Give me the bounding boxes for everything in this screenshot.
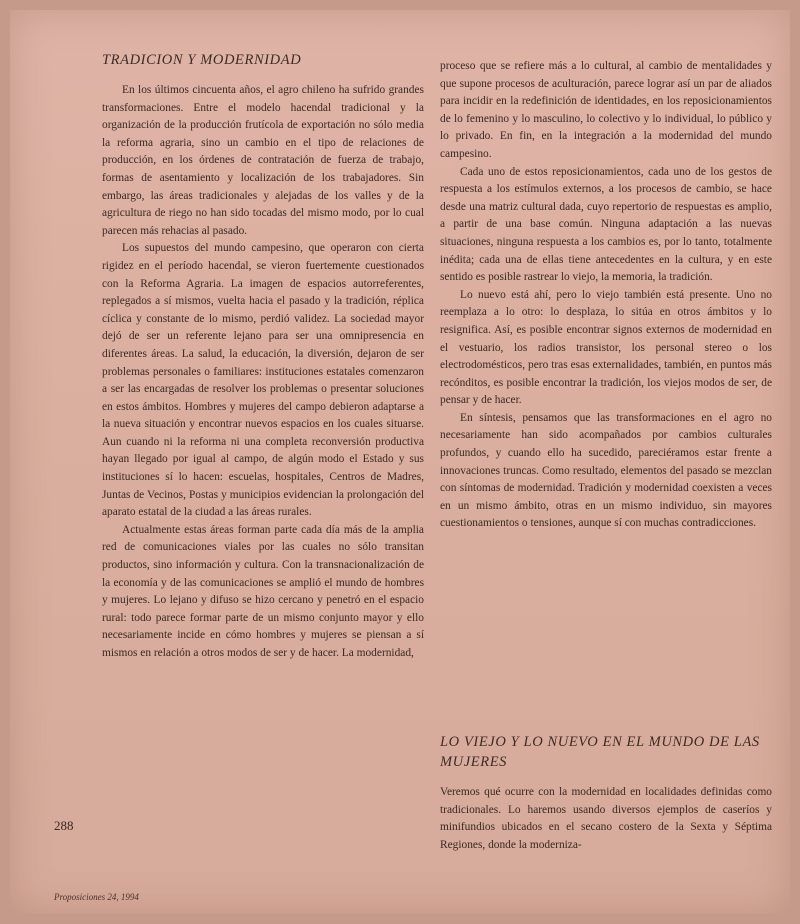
paragraph: Lo nuevo está ahí, pero lo viejo también está presente. Uno no reemplaza a lo otro: lo desplaza, lo sitúa en otros ámbitos y lo resignifica. Así, es posible encontrar signos externos de modernidad en el vestuario, los radios transistor, los personal stereo o los electrodomésticos, pero tras esas externalidades, también, en puntos más recónditos, es posible encontrar la tradición, los viejos modos de ser, de pensar y de hacer. — [440, 288, 772, 407]
journal-footer: Proposiciones 24, 1994 — [54, 892, 139, 902]
paragraph: proceso que se refiere más a lo cultural, al cambio de mentalidades y que supone procesos de aculturación, parece lograr así un par de aliados para incidir en la redefinición de identidades, en los reposicionamientos de lo femenino y lo masculino, lo colectivo y lo individual, lo público y lo privado. En fin, en la integración a la modernidad del mundo campesino. — [440, 60, 772, 160]
paragraph: Actualmente estas áreas forman parte cada día más de la amplia red de comunicaciones viales por las cuales no sólo transitan productos, sino información y cultura. Con la transnacionalización de la economía y de las comunicaciones se amplió el mundo de hombres y mujeres. Lo lejano y difuso se hizo cercano y penetró en el espacio rural: todo parece formar parte de un mismo conjunto mayor y ello necesariamente incide en cómo hombres y mujeres se piensan a sí mismos en relación a otros modos de ser y de hacer. La modernidad, — [102, 523, 424, 659]
right-column-body — [440, 58, 772, 533]
paragraph: En síntesis, pensamos que las transformaciones en el agro no necesariamente han sido acompañados por cambios culturales profundos, y cuando ello ha sucedido, pareciéramos estar frente a innovaciones truncas. Como resultado, elementos del pasado se mezclan con síntomas de modernidad. Tradición y modernidad coexisten a veces en un mismo ámbito, otras en un mismo individuo, sin mayores cuestionamientos o tensiones, aunque sí con muchas contradicciones. — [440, 411, 772, 530]
left-column-body — [102, 82, 424, 663]
section-title-lo-viejo: LO VIEJO Y LO NUEVO EN EL MUNDO DE LAS MUJERES — [440, 734, 760, 770]
page-number: 288 — [54, 818, 74, 833]
paragraph: Cada uno de estos reposicionamientos, cada uno de los gestos de respuesta a los estímulos externos, a los procesos de cambio, se hace desde una matriz cultural dada, cuyo repertorio de respuestas es amplio, a partir de una base común. Ninguna adaptación a las nuevas situaciones, ninguna respuesta a los cambios es, por lo tanto, totalmente inédita; cada una de ellas tiene antecedentes en la cultura, y en este sentido es posible rastrear lo viejo, la memoria, la tradición. — [440, 165, 772, 284]
paragraph: Veremos qué ocurre con la modernidad en localidades definidas como tradicionales. Lo haremos usando diversos ejemplos de caseríos y minifundios ubicados en el secano costero de la Sexta y Séptima Regiones, donde la moderniza- — [440, 786, 772, 851]
paragraph: En los últimos cincuenta años, el agro chileno ha sufrido grandes transformaciones. Entre el modelo hacendal tradicional y la organización de la producción frutícola de exportación no sólo media la reforma agraria, sino un cambio en el tipo de relaciones de producción, en los órdenes de contratación de fuerza de trabajo, formas de asentamiento y localización de los trabajadores. Sin embargo, las áreas tradicionales y alejadas de los valles y de la agricultura de riego no han sido tocadas del mismo modo, por lo cual parecen más rehacias al pasado. — [102, 84, 424, 237]
section-title-tradicion: TRADICION Y MODERNIDAD — [102, 52, 302, 68]
book-page — [10, 10, 790, 914]
paragraph: Los supuestos del mundo campesino, que operaron con cierta rigidez en el período hacendal, se vieron fuertemente cuestionados con la Reforma Agraria. La imagen de espacios autorreferentes, replegados a sí mismos, vuelta hacia el pasado y la tradición, réplica cíclica y constante de lo mismo, perdió validez. La sociedad mayor dejó de ser un referente lejano para ser una omnipresencia en diferentes áreas. La salud, la educación, la diversión, dejaron de ser problemas personales o familiares: instituciones estatales comenzaron a ser las encargadas de resolver los problemas o presentar soluciones en estos ámbitos. Hombres y mujeres del campo debieron adaptarse a la nueva situación y encontrar nuevos espacios en los cuales situarse. Aun cuando ni la reforma ni una completa reconversión productiva hayan llegado por igual al campo, de algún modo el Estado y sus instituciones sí lo hacen: escuelas, hospitales, Centros de Madres, Juntas de Vecinos, Postas y municipios evidencian la prolongación del aparato estatal de la ciudad a las áreas rurales. — [102, 242, 424, 519]
right-column-body-2 — [440, 784, 772, 854]
